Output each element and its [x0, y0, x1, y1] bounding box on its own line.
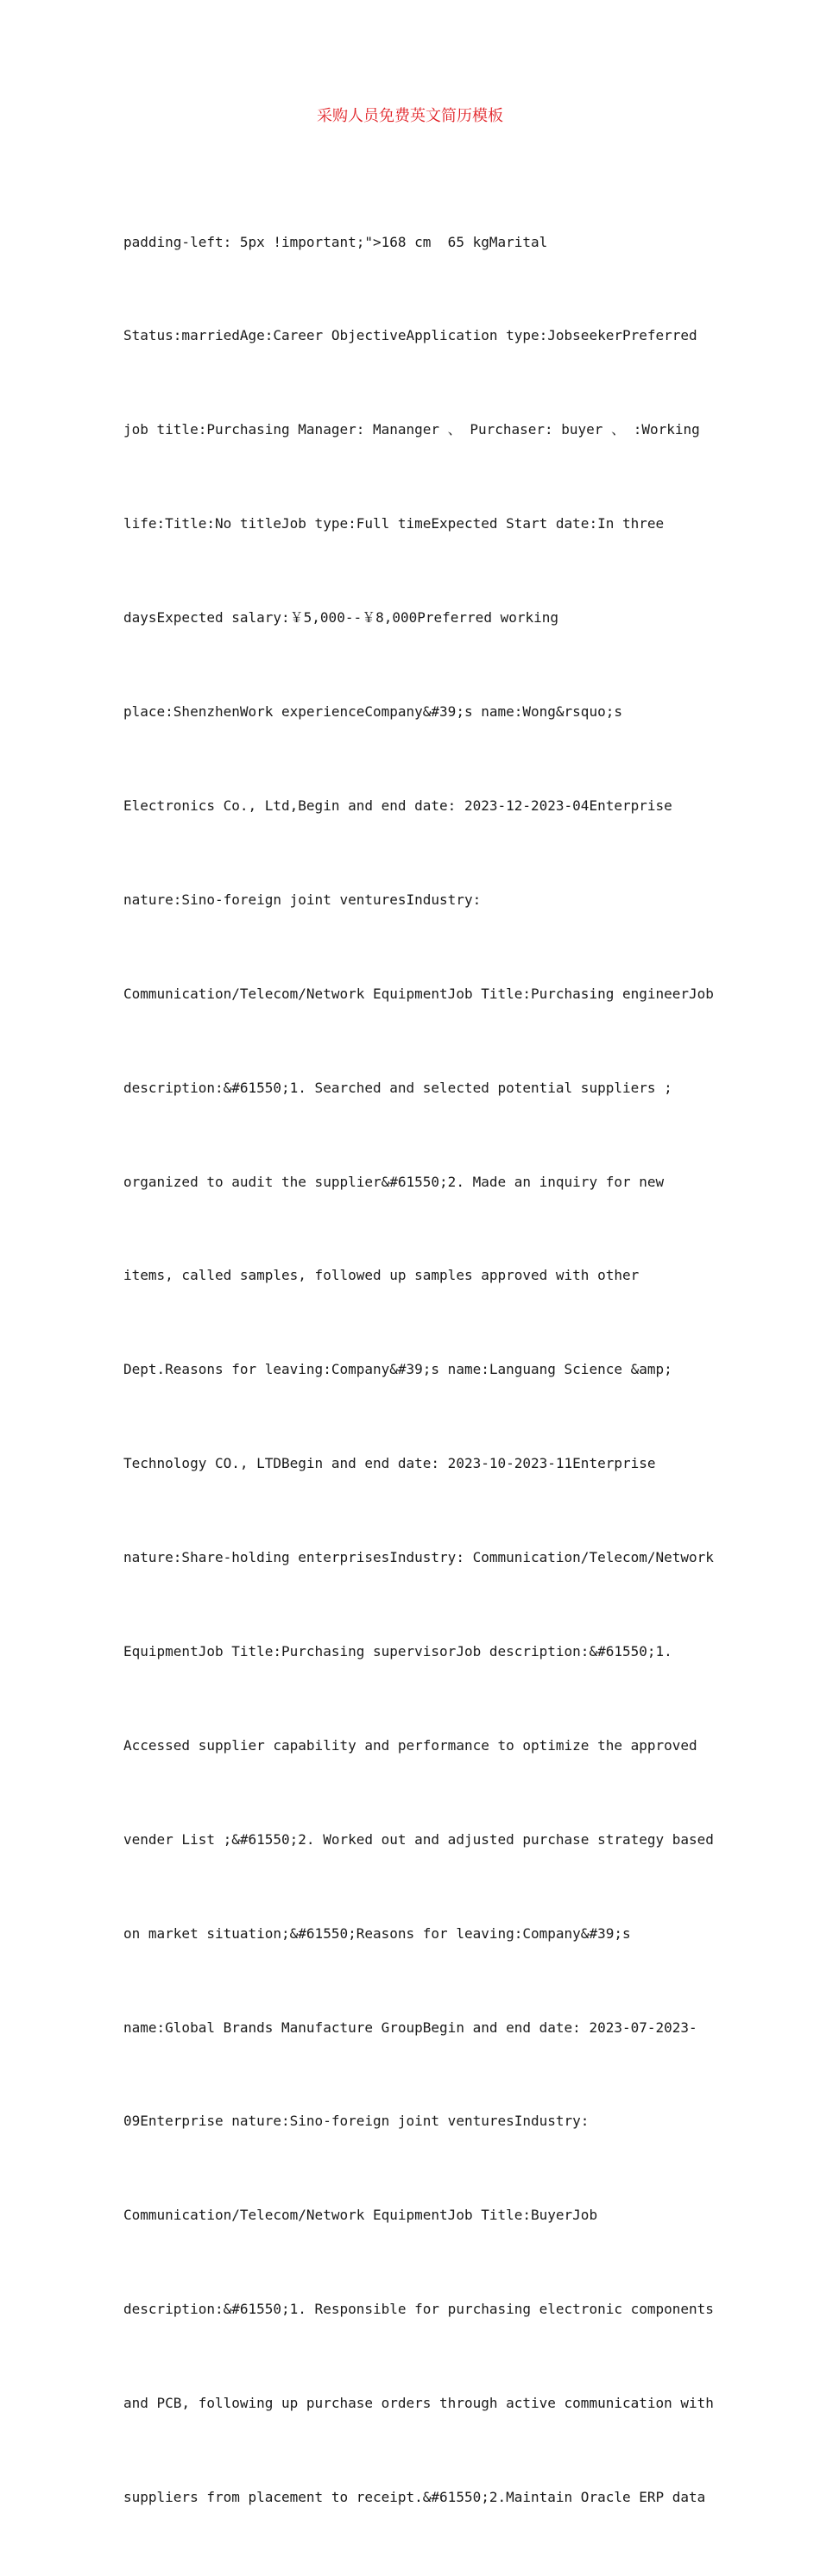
text-line: padding-left: 5px !important;">168 cm 65 kgMarital: [123, 233, 548, 250]
text-line: on market situation;&#61550;Reasons for leaving:Company&#39;s: [123, 1924, 631, 1942]
text-line: Communication/Telecom/Network EquipmentJob Title:Purchasing engineerJob: [123, 985, 714, 1002]
text-line: Accessed supplier capability and performance to optimize the approved: [123, 1736, 697, 1754]
text-line: items, called samples, followed up samples approved with other: [123, 1267, 640, 1284]
text-line: Dept.Reasons for leaving:Company&#39;s name:Languang Science &amp;: [123, 1361, 672, 1378]
text-line: Electronics Co., Ltd,Begin and end date: 2023-12-2023-04Enterprise: [123, 797, 672, 814]
text-line: Technology CO., LTDBegin and end date: 2023-10-2023-11Enterprise: [123, 1455, 656, 1472]
text-line: nature:Sino-foreign joint venturesIndustry:: [123, 891, 482, 908]
text-line: EquipmentJob Title:Purchasing supervisorJob description:&#61550;1.: [123, 1642, 672, 1660]
text-line: vender List ;&#61550;2. Worked out and adjusted purchase strategy based: [123, 1830, 714, 1848]
text-line: place:ShenzhenWork experienceCompany&#39;s name:Wong&rsquo;s: [123, 703, 622, 721]
text-line: Communication/Telecom/Network EquipmentJob Title:BuyerJob: [123, 2207, 598, 2224]
text-line: Status:marriedAge:Career ObjectiveApplication type:JobseekerPreferred: [123, 327, 697, 344]
text-line: description:&#61550;1. Searched and selected potential suppliers ;: [123, 1079, 672, 1096]
text-line: and PCB, following up purchase orders through active communication with: [123, 2395, 714, 2412]
text-line: daysExpected salary:￥5,000--￥8,000Preferred working: [123, 609, 559, 627]
text-line: organized to audit the supplier&#61550;2. Made an inquiry for new: [123, 1173, 665, 1190]
document-title: 采购人员免费英文简历模板: [317, 107, 503, 125]
text-line: job title:Purchasing Manager: Mananger 、 Purchaser: buyer 、 :Working: [123, 421, 700, 438]
text-line: nature:Share-holding enterprisesIndustry: Communication/Telecom/Network: [123, 1549, 714, 1566]
text-line: description:&#61550;1. Responsible for purchasing electronic components: [123, 2301, 714, 2318]
text-line: life:Title:No titleJob type:Full timeExpected Start date:In three: [123, 515, 665, 532]
resume-body-text: [123, 164, 714, 2576]
text-line: name:Global Brands Manufacture GroupBegin and end date: 2023-07-2023-: [123, 2019, 697, 2036]
text-line: suppliers from placement to receipt.&#61550;2.Maintain Oracle ERP data: [123, 2488, 706, 2505]
text-line: 09Enterprise nature:Sino-foreign joint venturesIndustry:: [123, 2113, 590, 2130]
